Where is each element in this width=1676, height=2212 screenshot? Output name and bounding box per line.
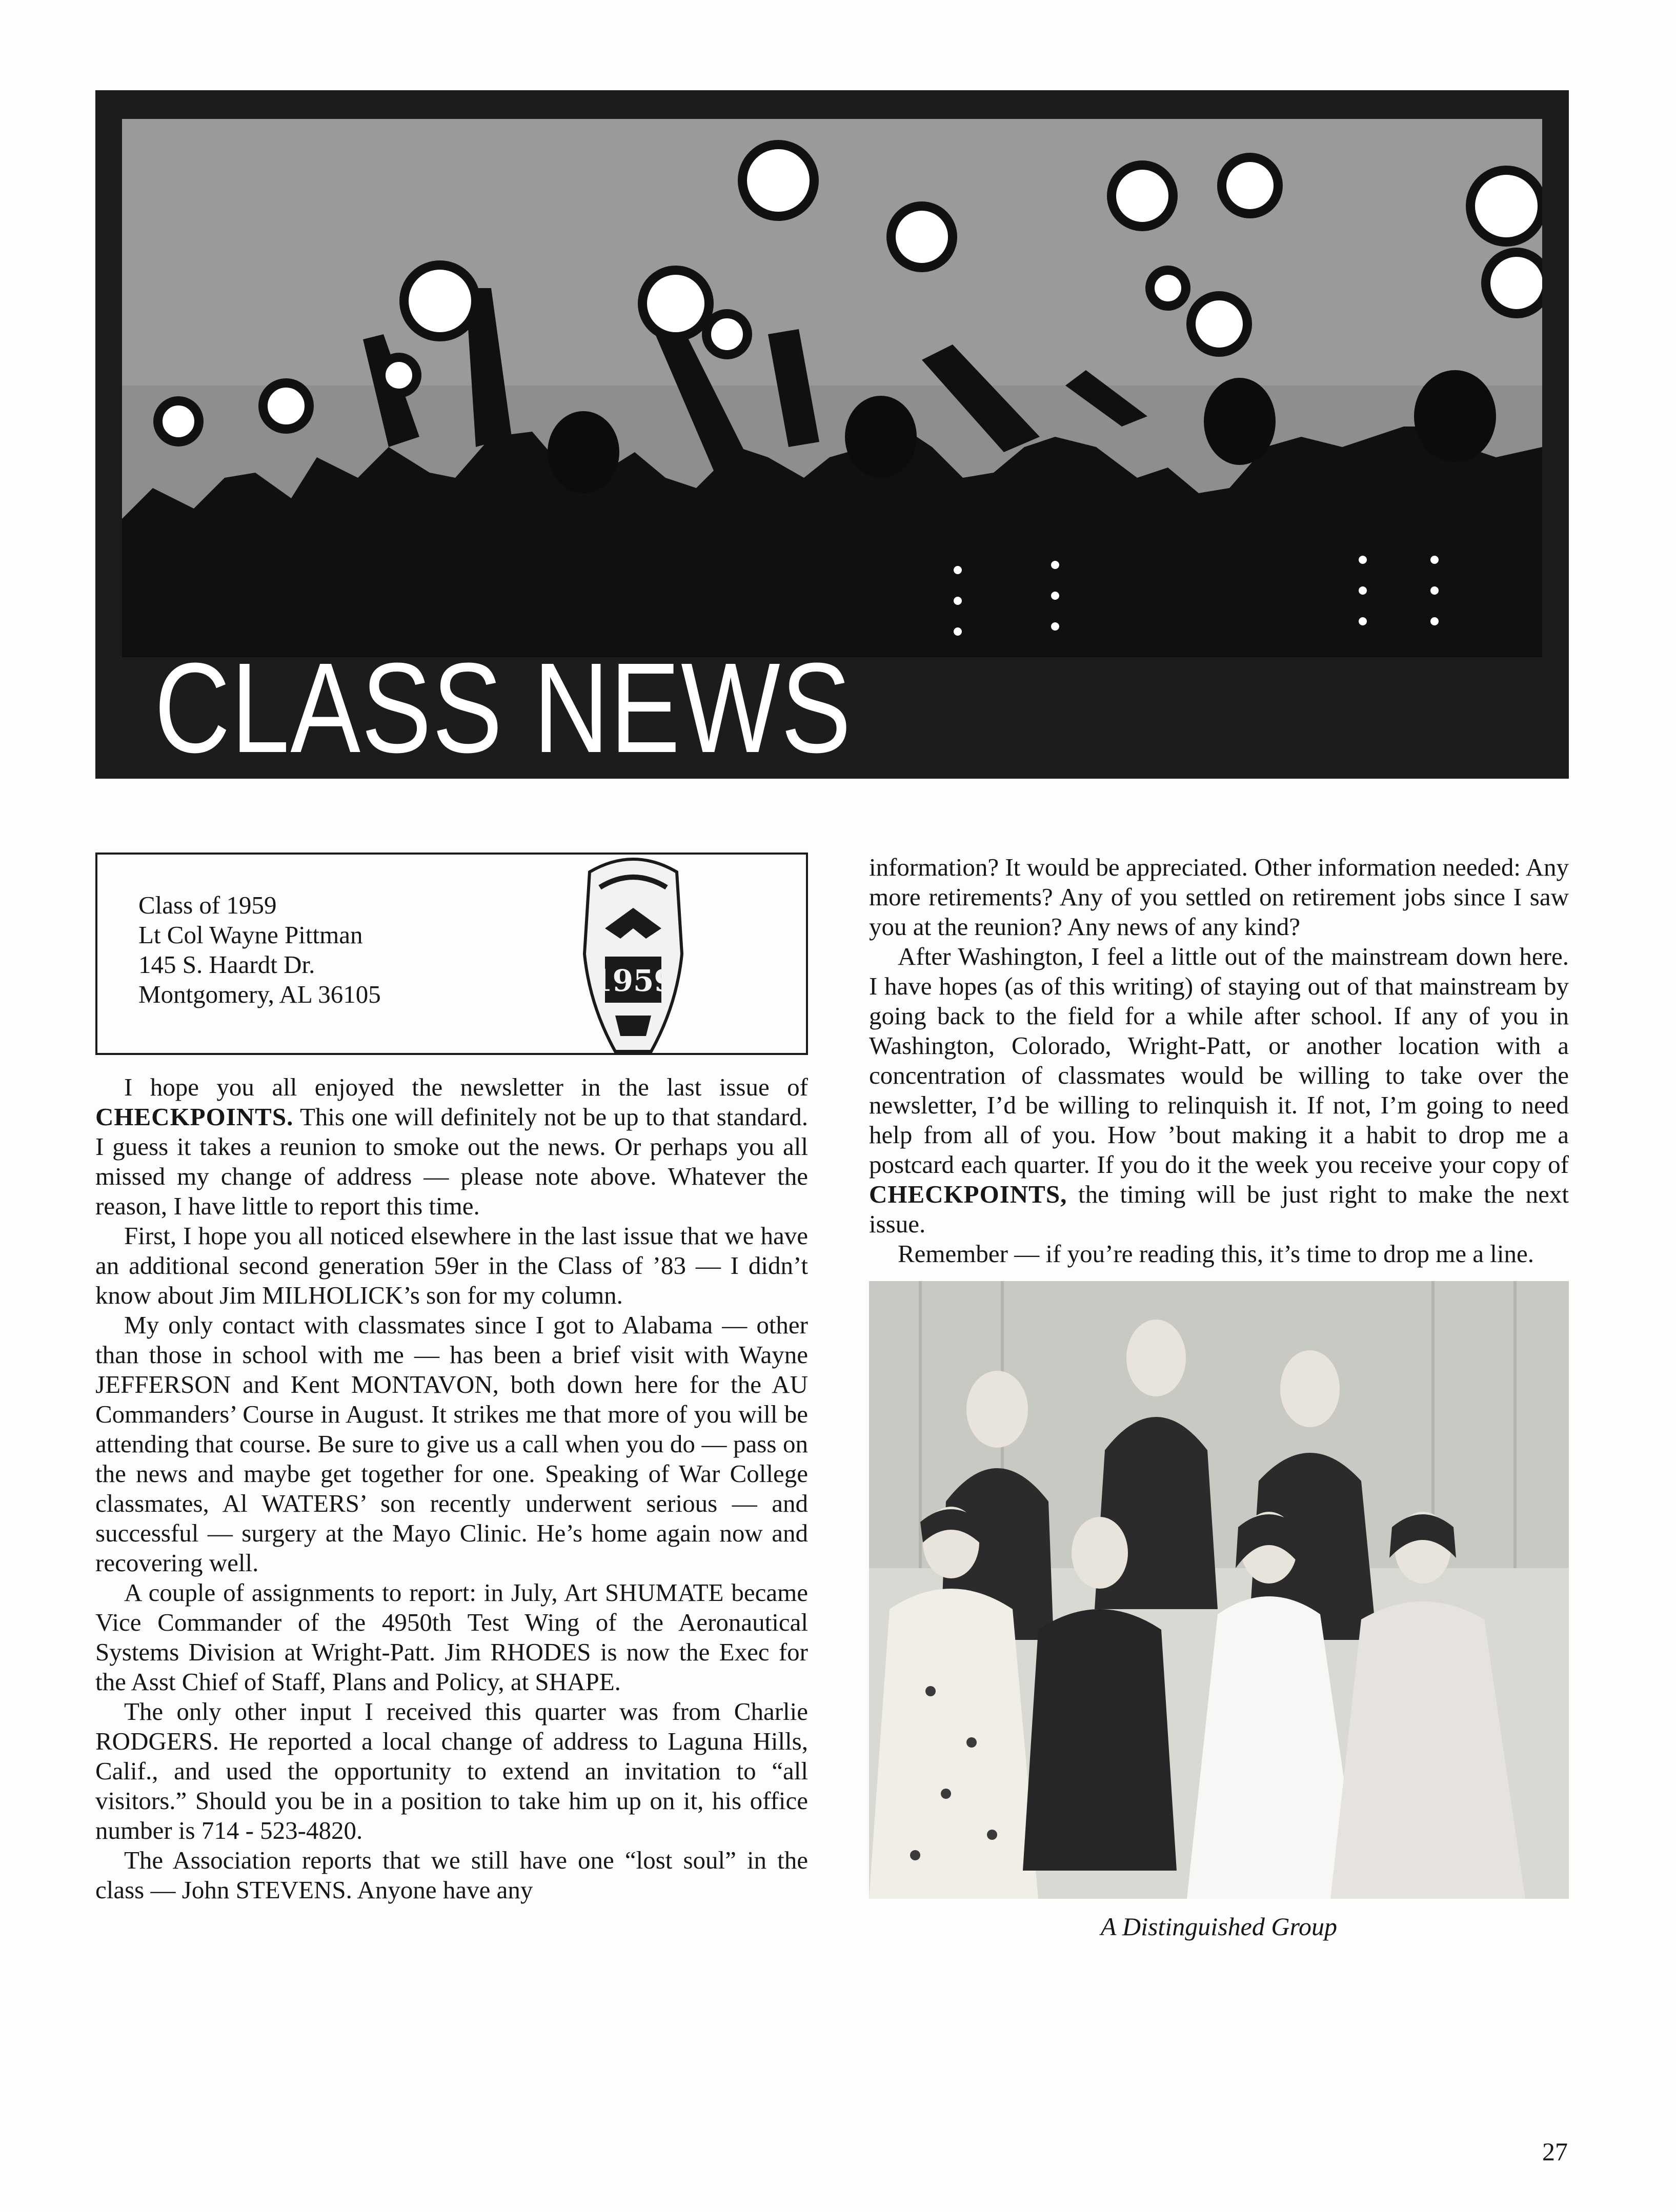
contact-address [138,890,381,1009]
contact-box [95,853,808,1055]
paragraph-remember: Remember — if you’re reading this, it’s time to drop me a line. [898,1240,1534,1268]
banner-title: CLASS NEWS [154,636,852,779]
paragraph-rodgers: The only other input I received this quarter was from Charlie RODGERS. He reported a local change of address to Laguna Hills, Calif., and used the opportunity to extend an invitation to “all visitors.” Should you be in a position to take him up on it, his office number is 714 - 523-4820. [95,1697,808,1844]
paragraph-contacts: My only contact with classmates since I got to Alabama — other than those in school with me — has been a brief visit with Wayne JEFFERSON and Kent MONTAVON, both down here for the AU Commanders’ Course in August. It strikes me that more of you will be attending that course. Be sure to give us a call when you do — pass on the news and maybe get together for one. Speaking of War College classmates, Al WATERS’ son recently underwent serious — and successful — surgery at the Mayo Clinic. He’s home again now and recovering well. [95,1311,808,1577]
cadets-tossing-hats-photo [122,119,1542,657]
photo-caption: A Distinguished Group [1100,1912,1338,1941]
class-ring-crest-icon [574,851,692,1062]
paragraph-second-generation: First, I hope you all noticed elsewhere in the last issue that we have an additional second generation 59er in the Class of ’83 — I didn’t know about Jim MILHOLICK’s son for my column. [95,1222,808,1309]
group-portrait-photo [869,1281,1569,1899]
paragraph-assignments: A couple of assignments to report: in July, Art SHUMATE became Vice Commander of the 4950th Test Wing of the Aeronautical Systems Division at Wright-Patt. Jim RHODES is now the Exec for the Asst Chief of Staff, Plans and Policy, at SHAPE. [95,1578,808,1696]
crest-year: 1959 [592,963,675,998]
contact-name: Lt Col Wayne Pittman [138,921,363,949]
paragraph-lost-soul: The Association reports that we still have one “lost soul” in the class — John STEVENS. Anyone have any [95,1846,808,1904]
class-news-banner [95,90,1569,779]
contact-class: Class of 1959 [138,891,277,919]
paragraph-mainstream: After Washington, I feel a little out of the mainstream down here. I have hopes (as of this writing) of staying out of that mainstream by going back to the field for a while after school. If any of you in Washington, Colorado, Wright-Patt, or another location with a concentration of classmates would be willing to take over the newsletter, I’d be willing to relinquish it. If not, I’m going to need help from all of you. How ’bout making it a habit to drop me a postcard each quarter. If you do it the week you receive your copy of CHECKPOINTS, the timing will be just right to make the next issue. [869,942,1569,1238]
left-column [95,853,808,1905]
paragraph-information-continued: information? It would be appreciated. Other information needed: Any more retirements? Any of you settled on retirement jobs since I saw you at the reunion? Any news of any kind? [869,853,1569,941]
contact-street: 145 S. Haardt Dr. [138,950,315,979]
paragraph-intro: I hope you all enjoyed the newsletter in the last issue of CHECKPOINTS. This one will definitely not be up to that standard. I guess it takes a reunion to smoke out the news. Or perhaps you all missed my change of address — please note above. Whatever the reason, I have little to report this time. [95,1073,808,1220]
contact-city: Montgomery, AL 36105 [138,980,381,1008]
right-column [869,853,1569,1942]
page-number: 27 [1542,2137,1568,2166]
